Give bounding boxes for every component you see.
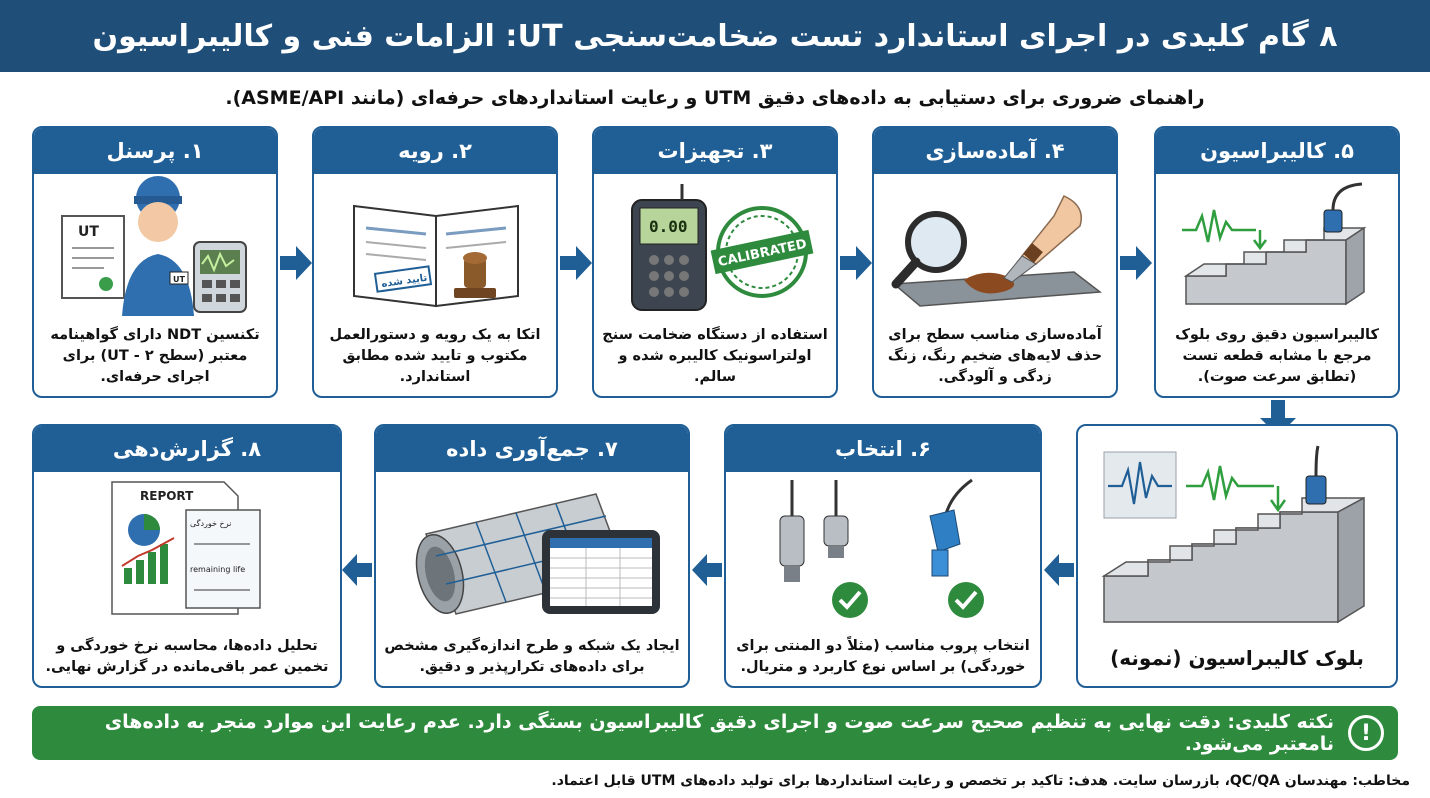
flow-arrow-icon <box>840 246 872 280</box>
thickness-gauge-icon <box>594 176 836 320</box>
step-description: انتخاب پروب مناسب (مثلاً دو المنتی برای خوردگی) بر اساس نوع کاربرد و متریال. <box>736 637 1030 675</box>
approved-stamp-label: تایید شده <box>380 272 429 290</box>
step-description: آماده‌سازی مناسب سطح برای حذف لایه‌های ضخیم رنگ، زنگ زدگی و آلودگی. <box>887 326 1103 385</box>
page-title: ۸ گام کلیدی در اجرای استاندارد تست ضخامت‌سنجی UT: الزامات فنی و کالیبراسیون <box>92 18 1338 54</box>
flow-arrow-icon <box>1120 246 1152 280</box>
calibration-block-card <box>1076 424 1398 688</box>
report-icon <box>34 474 340 628</box>
step-title: ۲. رویه <box>314 128 556 174</box>
step-title: ۸. گزارش‌دهی <box>34 426 340 472</box>
badge-label: UT <box>173 275 185 284</box>
certificate-label: UT <box>78 224 99 240</box>
step-block-icon <box>1156 176 1398 320</box>
step-title: ۱. پرسنل <box>34 128 276 174</box>
report-heading: REPORT <box>140 489 194 503</box>
step-card-reporting <box>32 424 342 688</box>
flow-arrow-icon <box>280 246 312 280</box>
pipe-grid-icon <box>376 474 688 628</box>
formula-corrosion-rate: نرخ خوردگی <box>190 519 232 528</box>
flow-arrow-icon <box>1044 554 1074 586</box>
step-title: ۵. کالیبراسیون <box>1156 128 1398 174</box>
flow-arrow-icon <box>692 554 722 586</box>
step-title: ۴. آماده‌سازی <box>874 128 1116 174</box>
step-card-selection <box>724 424 1042 688</box>
flow-arrow-icon <box>342 554 372 586</box>
footer-text: مخاطب: مهندسان QC/QA، بازرسان سایت. هدف: تاکید بر تخصص و رعایت استانداردها برای تولید داده‌های UTM قابل اعتماد. <box>551 773 1410 789</box>
calibration-block-illustration <box>1078 426 1398 640</box>
step-description: ایجاد یک شبکه و طرح اندازه‌گیری مشخص برای داده‌های تکرارپذیر و دقیق. <box>384 637 680 675</box>
title-bar <box>0 0 1430 72</box>
exclamation-icon: ! <box>1348 715 1384 751</box>
formula-remaining-life: remaining life <box>190 565 246 574</box>
step-description: تحلیل داده‌ها، محاسبه نرخ خوردگی و تخمین عمر باقی‌مانده در گزارش نهایی. <box>45 637 329 675</box>
step-card-personnel <box>32 126 278 398</box>
step-description: تکنسین NDT دارای گواهینامه معتبر (سطح ۲ - UT) برای اجرای حرفه‌ای. <box>50 326 260 385</box>
step-description: کالیبراسیون دقیق روی بلوک مرجع با مشابه قطعه تست (تطابق سرعت صوت). <box>1175 326 1379 385</box>
technician-icon <box>34 176 276 320</box>
step-card-equipment <box>592 126 838 398</box>
probe-selection-icon <box>726 474 1040 628</box>
key-note-text: نکته کلیدی: دقت نهایی به تنظیم صحیح سرعت صوت و اجرای دقیق کالیبراسیون بستگی دارد. عدم رعایت این موارد منجر به داده‌های نامعتبر می‌شود. <box>104 711 1334 755</box>
key-note-banner <box>32 706 1398 760</box>
gauge-reading: 0.00 <box>649 217 688 236</box>
step-card-data-collection <box>374 424 690 688</box>
calibrated-seal-label: CALIBRATED <box>716 236 809 271</box>
step-title: ۳. تجهیزات <box>594 128 836 174</box>
step-card-procedure <box>312 126 558 398</box>
procedure-book-icon <box>314 176 556 320</box>
page-subtitle: راهنمای ضروری برای دستیابی به داده‌های دقیق UTM و رعایت استانداردهای حرفه‌ای (مانند ASME/API). <box>225 87 1205 109</box>
surface-prep-icon <box>874 176 1116 320</box>
step-title: ۷. جمع‌آوری داده <box>376 426 688 472</box>
step-description: اتکا به یک رویه و دستورالعمل مکتوب و تایید شده مطابق استاندارد. <box>329 326 541 385</box>
step-description: استفاده از دستگاه ضخامت سنج اولتراسونیک کالیبره شده و سالم. <box>602 326 828 385</box>
calibration-block-label: بلوک کالیبراسیون (نمونه) <box>1110 646 1364 670</box>
step-card-preparation <box>872 126 1118 398</box>
step-card-calibration <box>1154 126 1400 398</box>
flow-arrow-icon <box>560 246 592 280</box>
step-title: ۶. انتخاب <box>726 426 1040 472</box>
